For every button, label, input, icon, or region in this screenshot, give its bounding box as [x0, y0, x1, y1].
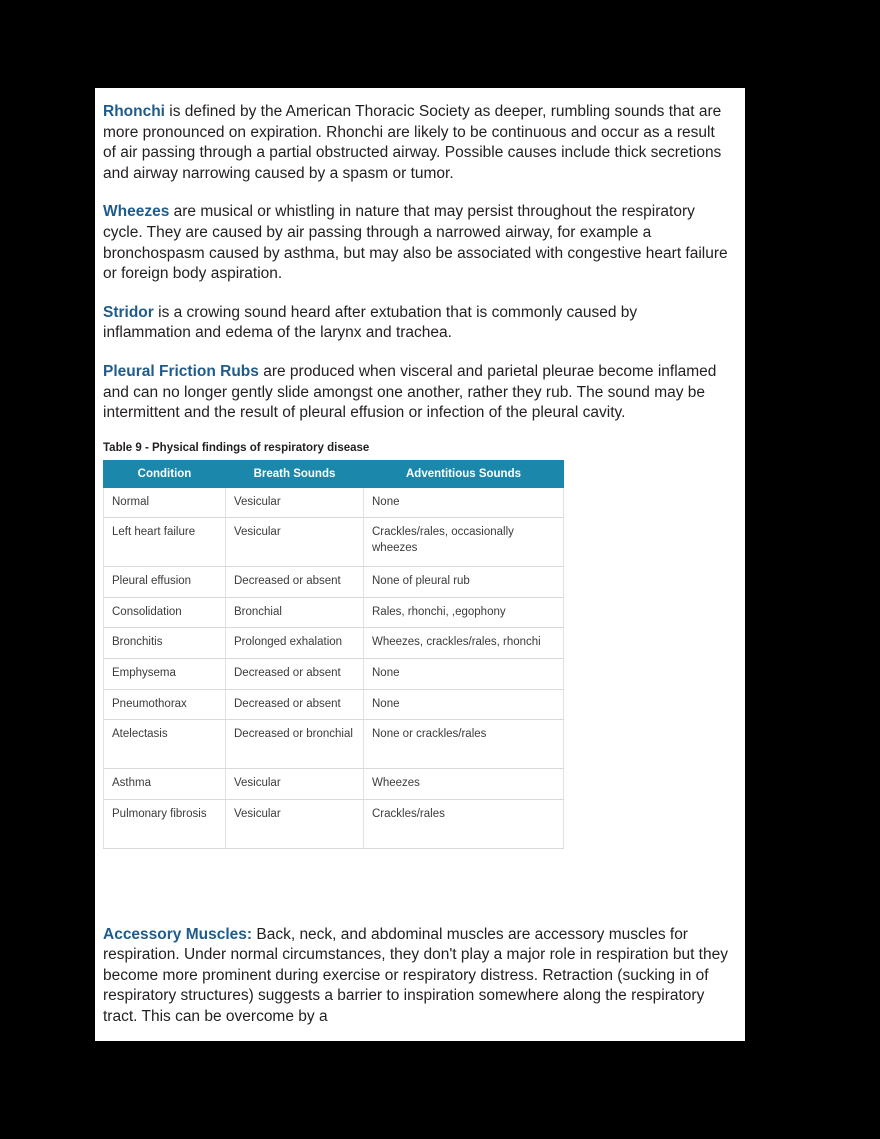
paragraph-lead-term: Accessory Muscles: — [103, 925, 253, 943]
paragraph-body: is a crowing sound heard after extubation that is commonly caused by inflammation and edema of the larynx and trachea. — [103, 303, 638, 342]
table-row — [104, 769, 564, 800]
table-caption: Table 9 - Physical findings of respiratory disease — [103, 441, 370, 454]
cell-breath-sounds: Decreased or absent — [226, 567, 364, 598]
cell-condition: Consolidation — [104, 597, 226, 628]
table-row — [104, 658, 564, 689]
physical-findings-table — [103, 460, 564, 849]
cell-breath-sounds: Decreased or bronchial — [226, 720, 364, 769]
paragraph-lead-term: Pleural Friction Rubs — [103, 363, 259, 381]
cell-condition: Pleural effusion — [104, 567, 226, 598]
table-header-row — [104, 460, 564, 487]
cell-condition: Asthma — [104, 769, 226, 800]
cell-condition: Pulmonary fibrosis — [104, 799, 226, 848]
table-row — [104, 799, 564, 848]
cell-condition: Left heart failure — [104, 518, 226, 567]
cell-breath-sounds: Vesicular — [226, 518, 364, 567]
paragraph-body: are produced when visceral and parietal pleurae become inflamed and can no longer gently slide amongst one another, rather they rub. The sound may be intermittent and the result of pleural effusion or infection of the pleural cavity. — [103, 363, 717, 422]
column-header-adventitious-sounds: Adventitious Sounds — [364, 460, 564, 487]
cell-adventitious-sounds: None — [364, 487, 564, 518]
cell-adventitious-sounds: None — [364, 658, 564, 689]
cell-adventitious-sounds: None or crackles/rales — [364, 720, 564, 769]
cell-breath-sounds: Vesicular — [226, 799, 364, 848]
paragraph-body: Back, neck, and abdominal muscles are accessory muscles for respiration. Under normal circumstances, they don't play a major role in respiration but they become more prominent during exercise or respiratory distress. Retraction (sucking in of respiratory structures) suggests a barrier to inspiration somewhere along the respiratory tract. This can be overcome by a — [103, 925, 728, 1025]
paragraph-wheezes — [103, 202, 729, 284]
cell-breath-sounds: Decreased or absent — [226, 689, 364, 720]
column-header-breath-sounds: Breath Sounds — [226, 460, 364, 487]
paragraph-accessory-muscles — [103, 925, 729, 1028]
table-row — [104, 628, 564, 659]
page-content — [95, 88, 745, 1028]
cell-condition: Emphysema — [104, 658, 226, 689]
table-row — [104, 597, 564, 628]
cell-adventitious-sounds: Crackles/rales, occasionally wheezes — [364, 518, 564, 567]
cell-condition: Pneumothorax — [104, 689, 226, 720]
paragraph-body: is defined by the American Thoracic Society as deeper, rumbling sounds that are more pronounced on expiration. Rhonchi are likely to be continuous and occur as a result of air passing through a partial obstructed airway. Possible causes include thick secretions and airway narrowing caused by a spasm or tumor. — [103, 103, 722, 182]
column-header-condition: Condition — [104, 460, 226, 487]
table-row — [104, 689, 564, 720]
cell-condition: Bronchitis — [104, 628, 226, 659]
cell-adventitious-sounds: Wheezes, crackles/rales, rhonchi — [364, 628, 564, 659]
cell-adventitious-sounds: Crackles/rales — [364, 799, 564, 848]
cell-adventitious-sounds: Wheezes — [364, 769, 564, 800]
cell-adventitious-sounds: None of pleural rub — [364, 567, 564, 598]
cell-breath-sounds: Decreased or absent — [226, 658, 364, 689]
table-row — [104, 487, 564, 518]
paragraph-stridor — [103, 303, 729, 344]
table-row — [104, 720, 564, 769]
paragraph-lead-term: Rhonchi — [103, 103, 165, 120]
cell-adventitious-sounds: Rales, rhonchi, ,egophony — [364, 597, 564, 628]
cell-breath-sounds: Vesicular — [226, 487, 364, 518]
section-spacer — [103, 849, 729, 925]
cell-adventitious-sounds: None — [364, 689, 564, 720]
document-page — [95, 88, 745, 1041]
cell-condition: Normal — [104, 487, 226, 518]
cell-condition: Atelectasis — [104, 720, 226, 769]
paragraph-body: are musical or whistling in nature that may persist throughout the respiratory cycle. They are caused by air passing through a narrowed airway, for example a bronchospasm caused by asthma, but may also be associated with congestive heart failure or foreign body aspiration. — [103, 203, 728, 283]
cell-breath-sounds: Prolonged exhalation — [226, 628, 364, 659]
paragraph-pleural-friction-rubs — [103, 362, 729, 424]
paragraph-lead-term: Wheezes — [103, 203, 170, 221]
paragraph-lead-term: Stridor — [103, 303, 154, 321]
paragraph-rhonchi — [103, 102, 729, 184]
cell-breath-sounds: Bronchial — [226, 597, 364, 628]
table-row — [104, 518, 564, 567]
table-row — [104, 567, 564, 598]
cell-breath-sounds: Vesicular — [226, 769, 364, 800]
